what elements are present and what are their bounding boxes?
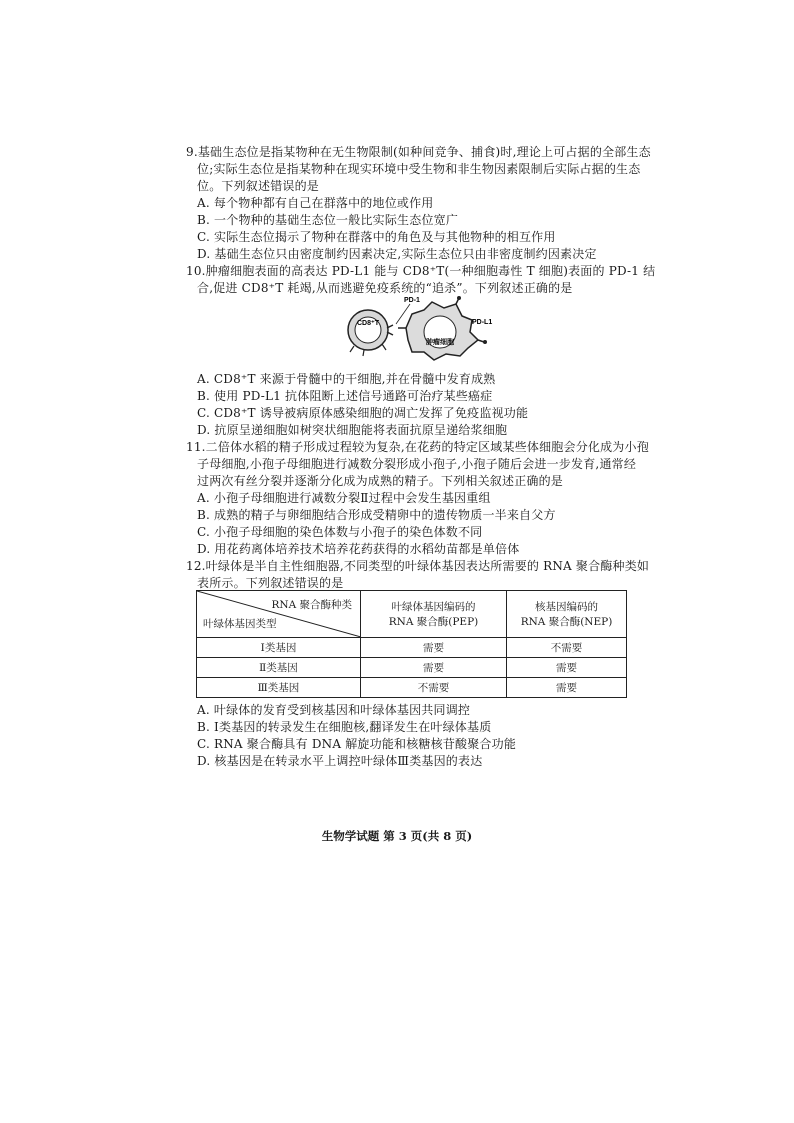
q11-stem-line: 11.二倍体水稻的精子形成过程较为复杂,在花药的特定区域某些体细胞会分化成为小孢: [186, 440, 649, 454]
q10-option-b: B. 使用 PD-L1 抗体阻断上述信号通路可治疗某些癌症: [197, 389, 493, 403]
q11-option-d: D. 用花药离体培养技术培养花药获得的水稻幼苗都是单倍体: [197, 542, 520, 556]
q9-option-b: B. 一个物种的基础生态位一般比实际生态位宽广: [197, 213, 459, 227]
pdl1-label: PD-L1: [472, 319, 493, 326]
column-header-line: 叶绿体基因编码的: [391, 601, 476, 613]
column-header-line: RNA 聚合酶(PEP): [388, 616, 479, 628]
cell-interaction-diagram: [340, 294, 500, 362]
q9-option-a: A. 每个物种都有自己在群落中的地位或作用: [197, 196, 434, 210]
q10-option-c: C. CD8⁺T 诱导被病原体感染细胞的凋亡发挥了免疫监视功能: [197, 406, 529, 420]
q11-option-a: A. 小孢子母细胞进行减数分裂Ⅱ过程中会发生基因重组: [197, 491, 491, 505]
tumor-label: 肿瘤细胞: [426, 337, 454, 346]
corner-bottom-label: 叶绿体基因类型: [203, 618, 277, 630]
rna-polymerase-table: [196, 590, 627, 698]
pep-cell: 需要: [361, 658, 507, 678]
table-corner-cell: [197, 591, 361, 638]
column-header-line: RNA 聚合酶(NEP): [520, 616, 613, 628]
page-footer: 生物学试题 第 3 页(共 8 页): [321, 829, 473, 843]
column-header-nep: [507, 591, 627, 638]
gene-type-cell: Ⅱ类基因: [197, 658, 361, 678]
pep-cell: 不需要: [361, 678, 507, 698]
nep-cell: 不需要: [507, 638, 627, 658]
q9-option-c: C. 实际生态位揭示了物种在群落中的角色及与其他物种的相互作用: [197, 230, 556, 244]
cd8-label: CD8⁺T: [357, 320, 379, 327]
q11-stem-line: 子母细胞,小孢子母细胞进行减数分裂形成小孢子,小孢子随后会进一步发育,通常经: [197, 457, 637, 471]
pep-cell: 需要: [361, 638, 507, 658]
table-row: [197, 678, 627, 698]
cell-interaction-figure: [340, 294, 500, 362]
gene-type-cell: Ⅲ类基因: [197, 678, 361, 698]
q12-option-c: C. RNA 聚合酶具有 DNA 解旋功能和核糖核苷酸聚合功能: [197, 737, 517, 751]
corner-top-label: RNA 聚合酶种类: [271, 599, 352, 611]
q10-option-a: A. CD8⁺T 来源于骨髓中的干细胞,并在骨髓中发育成熟: [197, 372, 496, 386]
q10-option-d: D. 抗原呈递细胞如树突状细胞能将表面抗原呈递给浆细胞: [197, 423, 508, 437]
q12-option-a: A. 叶绿体的发育受到核基因和叶绿体基因共同调控: [197, 703, 471, 717]
q11-option-b: B. 成熟的精子与卵细胞结合形成受精卵中的遗传物质一半来自父方: [197, 508, 556, 522]
q12-stem-line: 表所示。下列叙述错误的是: [197, 576, 344, 590]
q10-stem-line: 合,促进 CD8⁺T 耗竭,从而逃避免疫系统的“追杀”。下列叙述正确的是: [197, 281, 573, 295]
q9-option-d: D. 基础生态位只由密度制约因素决定,实际生态位只由非密度制约因素决定: [197, 247, 597, 261]
q9-stem-line: 位。下列叙述错误的是: [197, 179, 320, 193]
table-row: [197, 638, 627, 658]
pd1-label: PD-1: [404, 297, 420, 304]
nep-cell: 需要: [507, 658, 627, 678]
nep-cell: 需要: [507, 678, 627, 698]
q9-stem-line: 9.基础生态位是指某物种在无生物限制(如种间竞争、捕食)时,理论上可占据的全部生态: [186, 145, 651, 159]
table-row: [197, 658, 627, 678]
column-header-line: 核基因编码的: [535, 601, 598, 613]
q12-stem-line: 12.叶绿体是半自主性细胞器,不同类型的叶绿体基因表达所需要的 RNA 聚合酶种类如: [186, 559, 650, 573]
table-header-row: [197, 591, 627, 638]
q11-stem-line: 过两次有丝分裂并逐渐分化成为成熟的精子。下列相关叙述正确的是: [197, 474, 564, 488]
q12-option-d: D. 核基因是在转录水平上调控叶绿体Ⅲ类基因的表达: [197, 754, 483, 768]
q10-stem-line: 10.肿瘤细胞表面的高表达 PD-L1 能与 CD8⁺T(一种细胞毒性 T 细胞)表面的 PD-1 结: [186, 264, 656, 278]
column-header-pep: [361, 591, 507, 638]
q11-option-c: C. 小孢子母细胞的染色体数与小孢子的染色体数不同: [197, 525, 483, 539]
gene-type-cell: Ⅰ类基因: [197, 638, 361, 658]
q12-option-b: B. Ⅰ类基因的转录发生在细胞核,翻译发生在叶绿体基质: [197, 720, 492, 734]
q9-stem-line: 位;实际生态位是指某物种在现实环境中受生物和非生物因素限制后实际占据的生态: [197, 162, 641, 176]
